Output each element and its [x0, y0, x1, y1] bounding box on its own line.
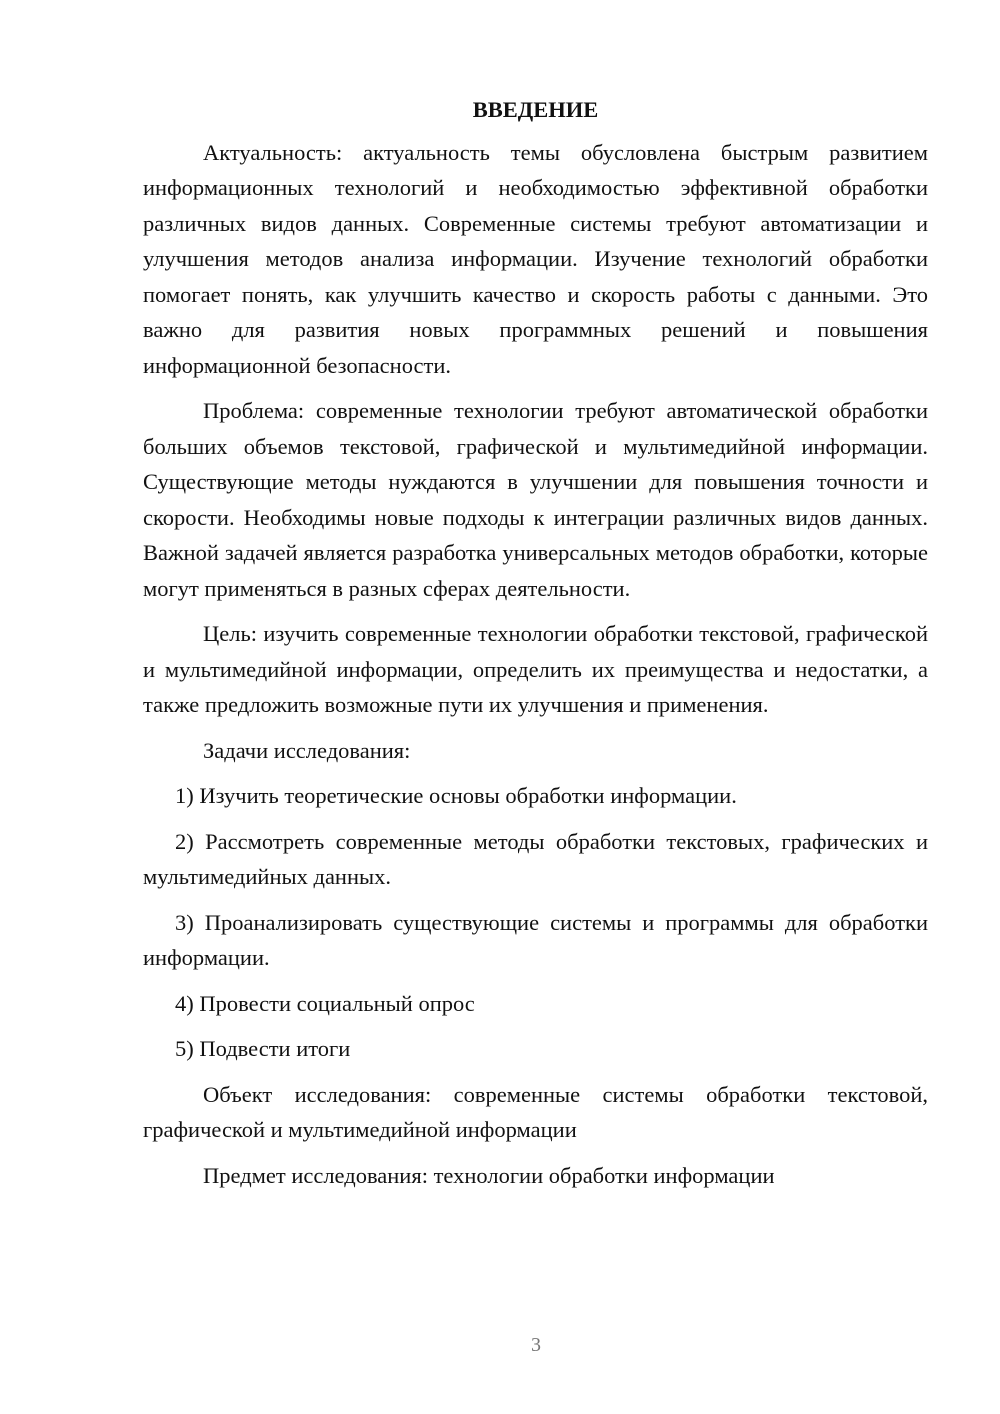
relevance-paragraph: Актуальность: актуальность темы обусловлена быстрым развитием информационных технологий и необходимостью эффективной обработки различных видов данных. Современные системы требуют автоматизации и улучшения методов анализа информации. Изучение технологий обработки помогает понять, как улучшить качество и скорость работы с данными. Это важно для развития новых программных решений и повышения информационной безопасности.: [143, 139, 928, 378]
task-item-4: 4) Провести социальный опрос: [175, 990, 475, 1016]
goal-paragraph: Цель: изучить современные технологии обработки текстовой, графической и мультимедийной информации, определить их преимущества и недостатки, а также предложить возможные пути их улучшения и применения.: [143, 621, 928, 717]
task-item-1: 1) Изучить теоретические основы обработки информации.: [175, 783, 737, 808]
tasks-heading: Задачи исследования:: [203, 737, 411, 763]
task-item-5: 5) Подвести итоги: [175, 1036, 351, 1061]
problem-paragraph: Проблема: современные технологии требуют автоматической обработки больших объемов текстовой, графической и мультимедийной информации. Существующие методы нуждаются в улучшении для повышения точности и скорости. Необходимы новые подходы к интеграции различных видов данных. Важной задачей является разработка универсальных методов обработки, которые могут применяться в разных сферах деятельности.: [143, 398, 928, 601]
page-number: 3: [531, 1334, 541, 1356]
research-object-paragraph: Объект исследования: современные системы обработки текстовой, графической и мультимедийной информации: [143, 1081, 928, 1142]
page-content: [143, 92, 928, 1203]
research-subject-paragraph: Предмет исследования: технологии обработки информации: [203, 1162, 775, 1188]
task-item-3: 3) Проанализировать существующие системы и программы для обработки информации.: [143, 909, 928, 970]
task-item-2: 2) Рассмотреть современные методы обработки текстовых, графических и мультимедийных данных.: [143, 828, 928, 889]
section-title: ВВЕДЕНИЕ: [472, 97, 599, 122]
